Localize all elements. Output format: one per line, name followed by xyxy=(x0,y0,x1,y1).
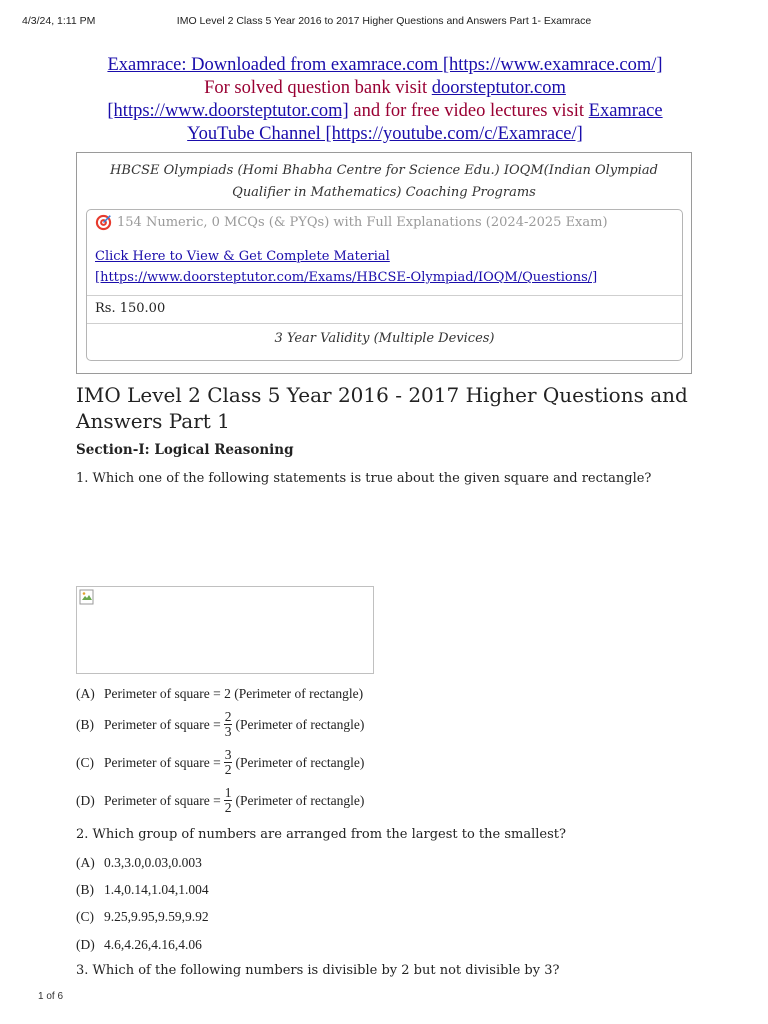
promo-divider xyxy=(87,323,682,324)
promo-link-url[interactable]: [https://www.doorsteptutor.com/Exams/HBCSE-Olympiad/IOQM/Questions/] xyxy=(95,270,598,285)
option-text: Perimeter of square = xyxy=(104,792,221,808)
promo-price: Rs. 150.00 xyxy=(95,301,166,316)
doorsteptutor-url-link[interactable]: [https://www.doorsteptutor.com] xyxy=(107,101,349,121)
option-text: 1.4,0.14,1.04,1.004 xyxy=(104,882,209,897)
option-label: (C) xyxy=(76,754,94,770)
promo-material-link[interactable] xyxy=(95,246,597,288)
youtube-channel-link[interactable]: YouTube Channel [https://youtube.com/c/Examrace/] xyxy=(187,124,583,144)
option-text: 4.6,4.26,4.16,4.06 xyxy=(104,937,202,952)
promo-title: HBCSE Olympiads (Homi Bhabha Centre for Science Edu.) IOQM(Indian Olympiad Qualifier in Mathematics) Coaching Programs xyxy=(110,163,658,200)
fraction-denominator: 3 xyxy=(224,724,232,739)
promo-link-text[interactable]: Click Here to View & Get Complete Material xyxy=(95,249,390,264)
fraction xyxy=(224,710,233,739)
target-icon xyxy=(95,214,112,231)
option-label: (A) xyxy=(76,855,95,870)
fraction-numerator: 3 xyxy=(224,747,232,762)
fraction-denominator: 2 xyxy=(224,762,232,777)
promo-validity: 3 Year Validity (Multiple Devices) xyxy=(274,331,495,346)
q1-option-a xyxy=(76,686,363,702)
q1-option-b xyxy=(76,710,364,739)
option-text: 0.3,3.0,0.03,0.003 xyxy=(104,855,202,870)
option-label: (D) xyxy=(76,792,95,808)
fraction-denominator: 2 xyxy=(224,800,232,815)
broken-image-icon xyxy=(79,589,95,605)
option-text-suffix: (Perimeter of rectangle) xyxy=(235,716,365,732)
question-3: 3. Which of the following numbers is divisible by 2 but not divisible by 3? xyxy=(76,963,560,978)
q2-option-b xyxy=(76,882,209,898)
section-heading: Section-I: Logical Reasoning xyxy=(76,442,294,458)
promo-summary-row xyxy=(95,214,608,231)
examrace-youtube-link[interactable]: Examrace xyxy=(588,101,663,121)
option-text: Perimeter of square = 2 (Perimeter of rectangle) xyxy=(104,686,364,701)
page-number: 1 of 6 xyxy=(38,991,64,1002)
option-text-suffix: (Perimeter of rectangle) xyxy=(235,754,365,770)
question-1: 1. Which one of the following statements is true about the given square and rectangle? xyxy=(76,471,652,486)
option-label: (A) xyxy=(76,686,95,701)
option-text-suffix: (Perimeter of rectangle) xyxy=(235,792,365,808)
q2-option-a xyxy=(76,855,202,871)
page-heading: IMO Level 2 Class 5 Year 2016 - 2017 Higher Questions and Answers Part 1 xyxy=(76,383,688,433)
option-label: (B) xyxy=(76,882,94,897)
fraction xyxy=(224,786,233,815)
q2-option-d xyxy=(76,937,202,953)
option-text: Perimeter of square = xyxy=(104,754,221,770)
fraction-numerator: 1 xyxy=(224,785,232,800)
option-label: (D) xyxy=(76,937,95,952)
fraction-numerator: 2 xyxy=(224,709,232,724)
q2-option-c xyxy=(76,909,209,925)
banner-text-video: and for free video lectures visit xyxy=(348,101,589,121)
promo-card xyxy=(86,209,683,361)
print-page-title: IMO Level 2 Class 5 Year 2016 to 2017 Higher Questions and Answers Part 1- Examrace xyxy=(176,15,592,27)
option-label: (C) xyxy=(76,909,94,924)
promo-box xyxy=(76,152,692,374)
fraction xyxy=(224,748,233,777)
print-datetime: 4/3/24, 1:11 PM xyxy=(22,15,96,27)
q1-option-d xyxy=(76,786,364,815)
option-text: 9.25,9.95,9.59,9.92 xyxy=(104,909,209,924)
question-1-image xyxy=(76,586,374,674)
banner-text-solved: For solved question bank visit xyxy=(204,78,432,98)
q1-option-c xyxy=(76,748,364,777)
option-label: (B) xyxy=(76,716,94,732)
doorsteptutor-link[interactable]: doorsteptutor.com xyxy=(431,78,566,98)
promo-summary: 154 Numeric, 0 MCQs (& PYQs) with Full Explanations (2024-2025 Exam) xyxy=(117,215,608,230)
examrace-banner xyxy=(60,54,710,146)
examrace-download-link[interactable]: Examrace: Downloaded from examrace.com [https://www.examrace.com/] xyxy=(107,55,663,75)
question-2: 2. Which group of numbers are arranged from the largest to the smallest? xyxy=(76,827,566,842)
promo-divider xyxy=(87,295,682,296)
option-text: Perimeter of square = xyxy=(104,716,221,732)
